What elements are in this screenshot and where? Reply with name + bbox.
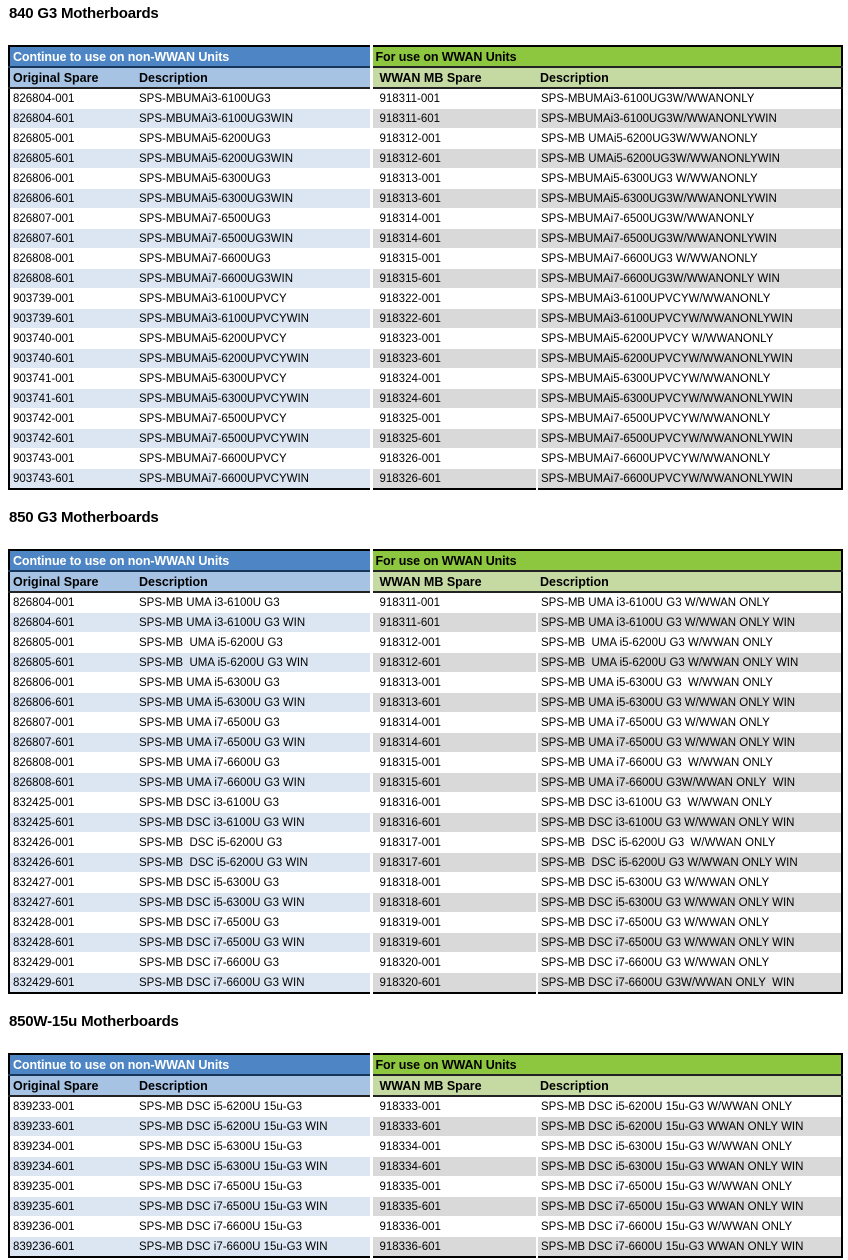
wwan-description-cell: SPS-MBUMAi7-6600UPVCYW/WWANONLYWIN xyxy=(537,469,842,490)
original-spare-cell: 826806-001 xyxy=(9,169,136,189)
table-row xyxy=(9,469,842,490)
table-row xyxy=(9,269,842,289)
original-spare-cell: 832429-601 xyxy=(9,973,136,994)
original-spare-cell: 903743-001 xyxy=(9,449,136,469)
description-cell: SPS-MB UMA i3-6100U G3 xyxy=(136,592,371,613)
wwan-description-cell: SPS-MB UMA i3-6100U G3 W/WWAN ONLY xyxy=(537,592,842,613)
description-cell: SPS-MBUMAi7-6600UG3 xyxy=(136,249,371,269)
table-row xyxy=(9,1137,842,1157)
description-cell: SPS-MB UMA i3-6100U G3 WIN xyxy=(136,613,371,633)
original-spare-cell: 832426-001 xyxy=(9,833,136,853)
spare-parts-table xyxy=(8,549,843,994)
wwan-description-cell: SPS-MBUMAi7-6500UPVCYW/WWANONLYWIN xyxy=(537,429,842,449)
description-cell: SPS-MB DSC i7-6500U 15u-G3 xyxy=(136,1177,371,1197)
wwan-spare-cell: 918311-601 xyxy=(371,613,537,633)
original-spare-cell: 839234-601 xyxy=(9,1157,136,1177)
original-spare-cell: 839236-001 xyxy=(9,1217,136,1237)
original-spare-cell: 839233-601 xyxy=(9,1117,136,1137)
original-spare-cell: 839236-601 xyxy=(9,1237,136,1258)
original-spare-cell: 826808-601 xyxy=(9,269,136,289)
table-body xyxy=(9,592,842,993)
description-cell: SPS-MB DSC i7-6600U 15u-G3 xyxy=(136,1217,371,1237)
section-title: 850 G3 Motherboards xyxy=(9,509,159,526)
description-cell: SPS-MB DSC i7-6600U G3 WIN xyxy=(136,973,371,994)
wwan-spare-cell: 918324-601 xyxy=(371,389,537,409)
description-cell: SPS-MB DSC i5-6200U G3 WIN xyxy=(136,853,371,873)
original-spare-cell: 826807-601 xyxy=(9,229,136,249)
original-spare-cell: 826804-001 xyxy=(9,88,136,109)
wwan-description-cell: SPS-MB UMA i5-6300U G3 W/WWAN ONLY WIN xyxy=(537,693,842,713)
original-spare-cell: 839234-001 xyxy=(9,1137,136,1157)
wwan-spare-cell: 918316-001 xyxy=(371,793,537,813)
table-row xyxy=(9,1096,842,1117)
table-row xyxy=(9,349,842,369)
table-row xyxy=(9,673,842,693)
wwan-spare-cell: 918324-001 xyxy=(371,369,537,389)
description-cell: SPS-MBUMAi3-6100UPVCYWIN xyxy=(136,309,371,329)
original-spare-column-header: Original Spare xyxy=(9,571,136,592)
description-cell: SPS-MBUMAi7-6500UPVCYWIN xyxy=(136,429,371,449)
table-row xyxy=(9,873,842,893)
table-row xyxy=(9,249,842,269)
description-cell: SPS-MB UMA i7-6600U G3 WIN xyxy=(136,773,371,793)
original-spare-cell: 903740-001 xyxy=(9,329,136,349)
document-body xyxy=(0,5,848,1258)
wwan-spare-cell: 918333-001 xyxy=(371,1096,537,1117)
wwan-description-cell: SPS-MB DSC i7-6600U 15u-G3 WWAN ONLY WIN xyxy=(537,1237,842,1258)
wwan-description-cell: SPS-MB DSC i5-6200U 15u-G3 W/WWAN ONLY xyxy=(537,1096,842,1117)
wwan-spare-cell: 918315-601 xyxy=(371,269,537,289)
wwan-spare-cell: 918323-601 xyxy=(371,349,537,369)
description-cell: SPS-MB UMA i7-6500U G3 WIN xyxy=(136,733,371,753)
original-spare-cell: 826807-001 xyxy=(9,713,136,733)
wwan-spare-cell: 918334-001 xyxy=(371,1137,537,1157)
table-row xyxy=(9,633,842,653)
wwan-spare-cell: 918319-001 xyxy=(371,913,537,933)
description-cell: SPS-MBUMAi3-6100UG3WIN xyxy=(136,109,371,129)
original-spare-cell: 826805-001 xyxy=(9,129,136,149)
table-row xyxy=(9,933,842,953)
motherboard-section xyxy=(8,509,841,994)
wwan-description-cell: SPS-MB DSC i7-6500U G3 W/WWAN ONLY xyxy=(537,913,842,933)
wwan-spare-cell: 918318-601 xyxy=(371,893,537,913)
original-spare-cell: 839233-001 xyxy=(9,1096,136,1117)
description-cell: SPS-MBUMAi5-6300UG3WIN xyxy=(136,189,371,209)
original-spare-cell: 903743-601 xyxy=(9,469,136,490)
original-spare-cell: 832426-601 xyxy=(9,853,136,873)
wwan-mb-spare-column-header: WWAN MB Spare xyxy=(371,67,537,88)
original-spare-cell: 826806-601 xyxy=(9,189,136,209)
original-spare-cell: 903741-601 xyxy=(9,389,136,409)
original-spare-cell: 832427-601 xyxy=(9,893,136,913)
original-spare-cell: 826805-601 xyxy=(9,149,136,169)
table-row xyxy=(9,853,842,873)
wwan-description-cell: SPS-MB UMA i5-6200U G3 W/WWAN ONLY WIN xyxy=(537,653,842,673)
wwan-spare-cell: 918325-601 xyxy=(371,429,537,449)
table-row xyxy=(9,953,842,973)
wwan-spare-cell: 918314-001 xyxy=(371,209,537,229)
wwan-description-column-header: Description xyxy=(537,571,842,592)
original-spare-cell: 903741-001 xyxy=(9,369,136,389)
wwan-description-cell: SPS-MB UMA i7-6600U G3 W/WWAN ONLY xyxy=(537,753,842,773)
wwan-spare-cell: 918313-001 xyxy=(371,169,537,189)
wwan-description-cell: SPS-MB UMA i5-6200U G3 W/WWAN ONLY xyxy=(537,633,842,653)
description-cell: SPS-MB DSC i5-6300U G3 WIN xyxy=(136,893,371,913)
wwan-description-cell: SPS-MB DSC i5-6200U G3 W/WWAN ONLY xyxy=(537,833,842,853)
description-cell: SPS-MBUMAi7-6600UPVCYWIN xyxy=(136,469,371,490)
table-row xyxy=(9,913,842,933)
wwan-spare-cell: 918322-601 xyxy=(371,309,537,329)
table-row xyxy=(9,429,842,449)
wwan-spare-cell: 918314-001 xyxy=(371,713,537,733)
wwan-description-column-header: Description xyxy=(537,1075,842,1096)
original-spare-cell: 832427-001 xyxy=(9,873,136,893)
wwan-description-cell: SPS-MB DSC i7-6500U 15u-G3 W/WWAN ONLY xyxy=(537,1177,842,1197)
description-cell: SPS-MB DSC i5-6300U G3 xyxy=(136,873,371,893)
description-cell: SPS-MBUMAi5-6300UG3 xyxy=(136,169,371,189)
wwan-description-cell: SPS-MBUMAi7-6500UPVCYW/WWANONLY xyxy=(537,409,842,429)
table-row xyxy=(9,169,842,189)
wwan-description-cell: SPS-MBUMAi7-6600UG3W/WWANONLY WIN xyxy=(537,269,842,289)
table-row xyxy=(9,813,842,833)
table-row xyxy=(9,1197,842,1217)
wwan-description-cell: SPS-MB DSC i5-6300U G3 W/WWAN ONLY WIN xyxy=(537,893,842,913)
table-row xyxy=(9,329,842,349)
wwan-spare-cell: 918322-001 xyxy=(371,289,537,309)
wwan-description-cell: SPS-MBUMAi7-6600UG3 W/WWANONLY xyxy=(537,249,842,269)
wwan-spare-cell: 918326-601 xyxy=(371,469,537,490)
description-cell: SPS-MB UMA i7-6500U G3 xyxy=(136,713,371,733)
wwan-description-cell: SPS-MBUMAi5-6200UPVCY W/WWANONLY xyxy=(537,329,842,349)
table-row xyxy=(9,129,842,149)
wwan-spare-cell: 918312-001 xyxy=(371,129,537,149)
wwan-description-cell: SPS-MBUMAi5-6200UPVCYW/WWANONLYWIN xyxy=(537,349,842,369)
wwan-mb-spare-column-header: WWAN MB Spare xyxy=(371,1075,537,1096)
wwan-spare-cell: 918317-001 xyxy=(371,833,537,853)
description-cell: SPS-MB UMA i5-6200U G3 WIN xyxy=(136,653,371,673)
description-cell: SPS-MB DSC i5-6200U 15u-G3 xyxy=(136,1096,371,1117)
table-body xyxy=(9,1096,842,1257)
table-row xyxy=(9,693,842,713)
wwan-spare-cell: 918320-601 xyxy=(371,973,537,994)
column-header-row xyxy=(9,571,842,592)
description-cell: SPS-MBUMAi5-6300UPVCY xyxy=(136,369,371,389)
wwan-spare-cell: 918311-601 xyxy=(371,109,537,129)
wwan-spare-cell: 918315-601 xyxy=(371,773,537,793)
wwan-spare-cell: 918336-001 xyxy=(371,1217,537,1237)
original-spare-cell: 903739-001 xyxy=(9,289,136,309)
description-cell: SPS-MB DSC i7-6500U 15u-G3 WIN xyxy=(136,1197,371,1217)
wwan-description-cell: SPS-MB DSC i5-6200U 15u-G3 WWAN ONLY WIN xyxy=(537,1117,842,1137)
description-cell: SPS-MB DSC i5-6300U 15u-G3 xyxy=(136,1137,371,1157)
table-row xyxy=(9,88,842,109)
group-header-row xyxy=(9,550,842,571)
table-row xyxy=(9,189,842,209)
original-spare-cell: 826807-601 xyxy=(9,733,136,753)
original-spare-cell: 826804-601 xyxy=(9,613,136,633)
original-spare-cell: 903742-601 xyxy=(9,429,136,449)
section-title: 850W-15u Motherboards xyxy=(9,1013,179,1030)
original-spare-cell: 903740-601 xyxy=(9,349,136,369)
motherboard-section xyxy=(8,5,841,490)
table-row xyxy=(9,1157,842,1177)
wwan-spare-cell: 918313-601 xyxy=(371,693,537,713)
wwan-description-cell: SPS-MB UMAi5-6200UG3W/WWANONLYWIN xyxy=(537,149,842,169)
wwan-description-cell: SPS-MB DSC i5-6300U G3 W/WWAN ONLY xyxy=(537,873,842,893)
table-row xyxy=(9,733,842,753)
group-header-row xyxy=(9,46,842,67)
description-cell: SPS-MB DSC i5-6300U 15u-G3 WIN xyxy=(136,1157,371,1177)
non-wwan-group-header: Continue to use on non-WWAN Units xyxy=(9,46,371,67)
wwan-description-cell: SPS-MB DSC i3-6100U G3 W/WWAN ONLY xyxy=(537,793,842,813)
table-row xyxy=(9,149,842,169)
original-spare-cell: 839235-601 xyxy=(9,1197,136,1217)
wwan-spare-cell: 918326-001 xyxy=(371,449,537,469)
description-cell: SPS-MB DSC i7-6500U G3 xyxy=(136,913,371,933)
wwan-spare-cell: 918335-601 xyxy=(371,1197,537,1217)
table-row xyxy=(9,833,842,853)
table-row xyxy=(9,1117,842,1137)
wwan-description-cell: SPS-MBUMAi5-6300UG3W/WWANONLYWIN xyxy=(537,189,842,209)
table-row xyxy=(9,753,842,773)
wwan-spare-cell: 918325-001 xyxy=(371,409,537,429)
column-header-row xyxy=(9,1075,842,1096)
wwan-description-cell: SPS-MB UMA i5-6300U G3 W/WWAN ONLY xyxy=(537,673,842,693)
original-spare-cell: 832428-601 xyxy=(9,933,136,953)
non-wwan-group-header: Continue to use on non-WWAN Units xyxy=(9,550,371,571)
description-cell: SPS-MBUMAi5-6200UPVCY xyxy=(136,329,371,349)
wwan-description-cell: SPS-MBUMAi7-6500UG3W/WWANONLYWIN xyxy=(537,229,842,249)
wwan-description-cell: SPS-MB UMA i3-6100U G3 W/WWAN ONLY WIN xyxy=(537,613,842,633)
original-spare-cell: 903742-001 xyxy=(9,409,136,429)
table-row xyxy=(9,209,842,229)
table-row xyxy=(9,369,842,389)
original-spare-cell: 826806-601 xyxy=(9,693,136,713)
column-header-row xyxy=(9,67,842,88)
description-cell: SPS-MBUMAi5-6200UPVCYWIN xyxy=(136,349,371,369)
original-spare-cell: 826808-001 xyxy=(9,249,136,269)
table-row xyxy=(9,309,842,329)
description-cell: SPS-MB DSC i7-6600U 15u-G3 WIN xyxy=(136,1237,371,1258)
table-row xyxy=(9,409,842,429)
description-cell: SPS-MBUMAi5-6200UG3WIN xyxy=(136,149,371,169)
table-row xyxy=(9,449,842,469)
wwan-spare-cell: 918311-001 xyxy=(371,88,537,109)
original-spare-cell: 826808-001 xyxy=(9,753,136,773)
table-row xyxy=(9,229,842,249)
description-cell: SPS-MB DSC i3-6100U G3 xyxy=(136,793,371,813)
section-title: 840 G3 Motherboards xyxy=(9,5,159,22)
original-spare-cell: 826804-001 xyxy=(9,592,136,613)
wwan-description-cell: SPS-MB DSC i7-6600U 15u-G3 W/WWAN ONLY xyxy=(537,1217,842,1237)
original-spare-cell: 826807-001 xyxy=(9,209,136,229)
original-spare-column-header: Original Spare xyxy=(9,67,136,88)
wwan-description-cell: SPS-MB DSC i7-6500U G3 W/WWAN ONLY WIN xyxy=(537,933,842,953)
spare-parts-table xyxy=(8,1053,843,1258)
original-spare-cell: 832425-601 xyxy=(9,813,136,833)
wwan-group-header: For use on WWAN Units xyxy=(371,46,842,67)
wwan-description-cell: SPS-MBUMAi7-6500UG3W/WWANONLY xyxy=(537,209,842,229)
original-spare-cell: 826805-601 xyxy=(9,653,136,673)
table-row xyxy=(9,289,842,309)
wwan-description-cell: SPS-MB UMA i7-6500U G3 W/WWAN ONLY xyxy=(537,713,842,733)
wwan-spare-cell: 918311-001 xyxy=(371,592,537,613)
wwan-spare-cell: 918334-601 xyxy=(371,1157,537,1177)
table-row xyxy=(9,592,842,613)
wwan-description-cell: SPS-MB DSC i7-6500U 15u-G3 WWAN ONLY WIN xyxy=(537,1197,842,1217)
table-body xyxy=(9,88,842,489)
wwan-description-cell: SPS-MB UMA i7-6500U G3 W/WWAN ONLY WIN xyxy=(537,733,842,753)
description-cell: SPS-MBUMAi3-6100UPVCY xyxy=(136,289,371,309)
wwan-spare-cell: 918318-001 xyxy=(371,873,537,893)
original-spare-cell: 832425-001 xyxy=(9,793,136,813)
wwan-spare-cell: 918319-601 xyxy=(371,933,537,953)
wwan-description-cell: SPS-MBUMAi3-6100UG3W/WWANONLYWIN xyxy=(537,109,842,129)
wwan-description-cell: SPS-MB DSC i7-6600U G3W/WWAN ONLY WIN xyxy=(537,973,842,994)
wwan-spare-cell: 918320-001 xyxy=(371,953,537,973)
table-row xyxy=(9,613,842,633)
wwan-description-cell: SPS-MB DSC i5-6300U 15u-G3 WWAN ONLY WIN xyxy=(537,1157,842,1177)
original-spare-cell: 826808-601 xyxy=(9,773,136,793)
description-cell: SPS-MB UMA i5-6300U G3 WIN xyxy=(136,693,371,713)
table-row xyxy=(9,1237,842,1258)
original-spare-cell: 826805-001 xyxy=(9,633,136,653)
original-spare-cell: 832428-001 xyxy=(9,913,136,933)
table-row xyxy=(9,773,842,793)
wwan-description-cell: SPS-MB DSC i7-6600U G3 W/WWAN ONLY xyxy=(537,953,842,973)
original-spare-column-header: Original Spare xyxy=(9,1075,136,1096)
wwan-spare-cell: 918323-001 xyxy=(371,329,537,349)
table-row xyxy=(9,653,842,673)
description-cell: SPS-MB DSC i5-6200U G3 xyxy=(136,833,371,853)
description-cell: SPS-MB UMA i7-6600U G3 xyxy=(136,753,371,773)
description-cell: SPS-MBUMAi5-6300UPVCYWIN xyxy=(136,389,371,409)
wwan-spare-cell: 918315-001 xyxy=(371,753,537,773)
wwan-description-cell: SPS-MBUMAi5-6300UG3 W/WWANONLY xyxy=(537,169,842,189)
description-cell: SPS-MBUMAi7-6500UG3WIN xyxy=(136,229,371,249)
table-row xyxy=(9,389,842,409)
description-cell: SPS-MBUMAi7-6500UG3 xyxy=(136,209,371,229)
wwan-spare-cell: 918312-601 xyxy=(371,653,537,673)
wwan-description-cell: SPS-MBUMAi3-6100UPVCYW/WWANONLYWIN xyxy=(537,309,842,329)
wwan-spare-cell: 918314-601 xyxy=(371,229,537,249)
table-row xyxy=(9,893,842,913)
wwan-description-cell: SPS-MBUMAi3-6100UPVCYW/WWANONLY xyxy=(537,289,842,309)
description-cell: SPS-MBUMAi7-6600UG3WIN xyxy=(136,269,371,289)
wwan-spare-cell: 918313-601 xyxy=(371,189,537,209)
wwan-spare-cell: 918313-001 xyxy=(371,673,537,693)
wwan-description-cell: SPS-MB DSC i3-6100U G3 W/WWAN ONLY WIN xyxy=(537,813,842,833)
wwan-description-cell: SPS-MB DSC i5-6300U 15u-G3 W/WWAN ONLY xyxy=(537,1137,842,1157)
wwan-description-cell: SPS-MB DSC i5-6200U G3 W/WWAN ONLY WIN xyxy=(537,853,842,873)
description-cell: SPS-MB UMA i5-6200U G3 xyxy=(136,633,371,653)
wwan-spare-cell: 918315-001 xyxy=(371,249,537,269)
motherboard-section xyxy=(8,1013,841,1258)
wwan-spare-cell: 918316-601 xyxy=(371,813,537,833)
wwan-spare-cell: 918314-601 xyxy=(371,733,537,753)
wwan-description-cell: SPS-MBUMAi7-6600UPVCYW/WWANONLY xyxy=(537,449,842,469)
description-cell: SPS-MBUMAi5-6200UG3 xyxy=(136,129,371,149)
description-cell: SPS-MB DSC i5-6200U 15u-G3 WIN xyxy=(136,1117,371,1137)
wwan-spare-cell: 918335-001 xyxy=(371,1177,537,1197)
description-cell: SPS-MB DSC i7-6500U G3 WIN xyxy=(136,933,371,953)
original-spare-cell: 826806-001 xyxy=(9,673,136,693)
description-column-header: Description xyxy=(136,1075,371,1096)
description-column-header: Description xyxy=(136,571,371,592)
description-cell: SPS-MB DSC i3-6100U G3 WIN xyxy=(136,813,371,833)
table-row xyxy=(9,973,842,994)
description-cell: SPS-MB UMA i5-6300U G3 xyxy=(136,673,371,693)
wwan-spare-cell: 918333-601 xyxy=(371,1117,537,1137)
table-row xyxy=(9,793,842,813)
wwan-description-cell: SPS-MB UMA i7-6600U G3W/WWAN ONLY WIN xyxy=(537,773,842,793)
description-column-header: Description xyxy=(136,67,371,88)
original-spare-cell: 826804-601 xyxy=(9,109,136,129)
wwan-spare-cell: 918336-601 xyxy=(371,1237,537,1258)
wwan-group-header: For use on WWAN Units xyxy=(371,1054,842,1075)
wwan-spare-cell: 918317-601 xyxy=(371,853,537,873)
wwan-spare-cell: 918312-001 xyxy=(371,633,537,653)
original-spare-cell: 839235-001 xyxy=(9,1177,136,1197)
original-spare-cell: 903739-601 xyxy=(9,309,136,329)
wwan-description-cell: SPS-MBUMAi5-6300UPVCYW/WWANONLY xyxy=(537,369,842,389)
table-row xyxy=(9,713,842,733)
description-cell: SPS-MBUMAi7-6500UPVCY xyxy=(136,409,371,429)
wwan-description-cell: SPS-MBUMAi3-6100UG3W/WWANONLY xyxy=(537,88,842,109)
group-header-row xyxy=(9,1054,842,1075)
non-wwan-group-header: Continue to use on non-WWAN Units xyxy=(9,1054,371,1075)
description-cell: SPS-MB DSC i7-6600U G3 xyxy=(136,953,371,973)
table-row xyxy=(9,1177,842,1197)
wwan-spare-cell: 918312-601 xyxy=(371,149,537,169)
original-spare-cell: 832429-001 xyxy=(9,953,136,973)
wwan-group-header: For use on WWAN Units xyxy=(371,550,842,571)
wwan-description-cell: SPS-MBUMAi5-6300UPVCYW/WWANONLYWIN xyxy=(537,389,842,409)
description-cell: SPS-MBUMAi3-6100UG3 xyxy=(136,88,371,109)
table-row xyxy=(9,109,842,129)
description-cell: SPS-MBUMAi7-6600UPVCY xyxy=(136,449,371,469)
spare-parts-table xyxy=(8,45,843,490)
table-row xyxy=(9,1217,842,1237)
wwan-description-cell: SPS-MB UMAi5-6200UG3W/WWANONLY xyxy=(537,129,842,149)
wwan-description-column-header: Description xyxy=(537,67,842,88)
wwan-mb-spare-column-header: WWAN MB Spare xyxy=(371,571,537,592)
